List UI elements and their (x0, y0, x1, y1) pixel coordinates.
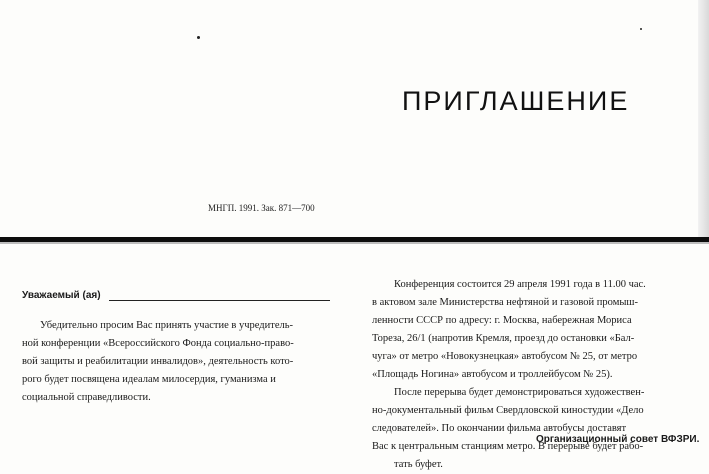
film-line: следователей». По окончании фильма автобусы доставят (372, 423, 627, 434)
salutation-label: Уважаемый (ая) (22, 290, 101, 301)
fold-shadow (0, 242, 709, 244)
request-line: рого будет посвящена идеалам милосердия, гуманизма и (22, 374, 276, 385)
paper-edge (698, 0, 709, 238)
details-line: Конференция состоится 29 апреля 1991 года в 11.00 час. (394, 279, 646, 290)
film-line: После перерыва будет демонстрироваться художествен- (394, 387, 645, 398)
film-line: но-документальный фильм Свердловской киностудии «Дело (372, 405, 644, 416)
print-speck (640, 28, 642, 30)
name-blank-line (109, 290, 330, 301)
details-line: Тореза, 26/1 (напротив Кремля, проезд до остановки «Бал- (372, 333, 635, 344)
letter-left-column (22, 290, 330, 407)
film-line: Вас к центральным станциям метро. В перерыве будет рабо- (372, 441, 644, 452)
details-paragraph (372, 276, 672, 384)
request-line: Убедительно просим Вас принять участие в учредитель- (40, 320, 294, 331)
invitation-title: ПРИГЛАШЕНИЕ (402, 86, 630, 116)
request-paragraph (22, 317, 330, 407)
request-line: ной конференции «Всероссийского Фонда социально-право- (22, 338, 294, 349)
print-speck (197, 36, 200, 39)
organizer-signature: Организационный совет ВФЗРИ. (536, 434, 700, 445)
film-line: тать буфет. (394, 459, 443, 470)
film-paragraph (372, 384, 672, 474)
details-line: ленности СССР по адресу: г. Москва, набережная Мориса (372, 315, 632, 326)
request-line: вой защиты и реабилитации инвалидов», деятельность кото- (22, 356, 294, 367)
details-line: «Площадь Ногина» автобусом и троллейбусом № 25). (372, 369, 613, 380)
details-line: в актовом зале Министерства нефтяной и газовой промыш- (372, 297, 638, 308)
salutation-row (22, 290, 330, 301)
print-imprint: МНГП. 1991. Зак. 871—700 (208, 203, 315, 213)
request-line: социальной справедливости. (22, 392, 151, 403)
details-line: чуга» от метро «Новокузнецкая» автобусом № 25, от метро (372, 351, 638, 362)
